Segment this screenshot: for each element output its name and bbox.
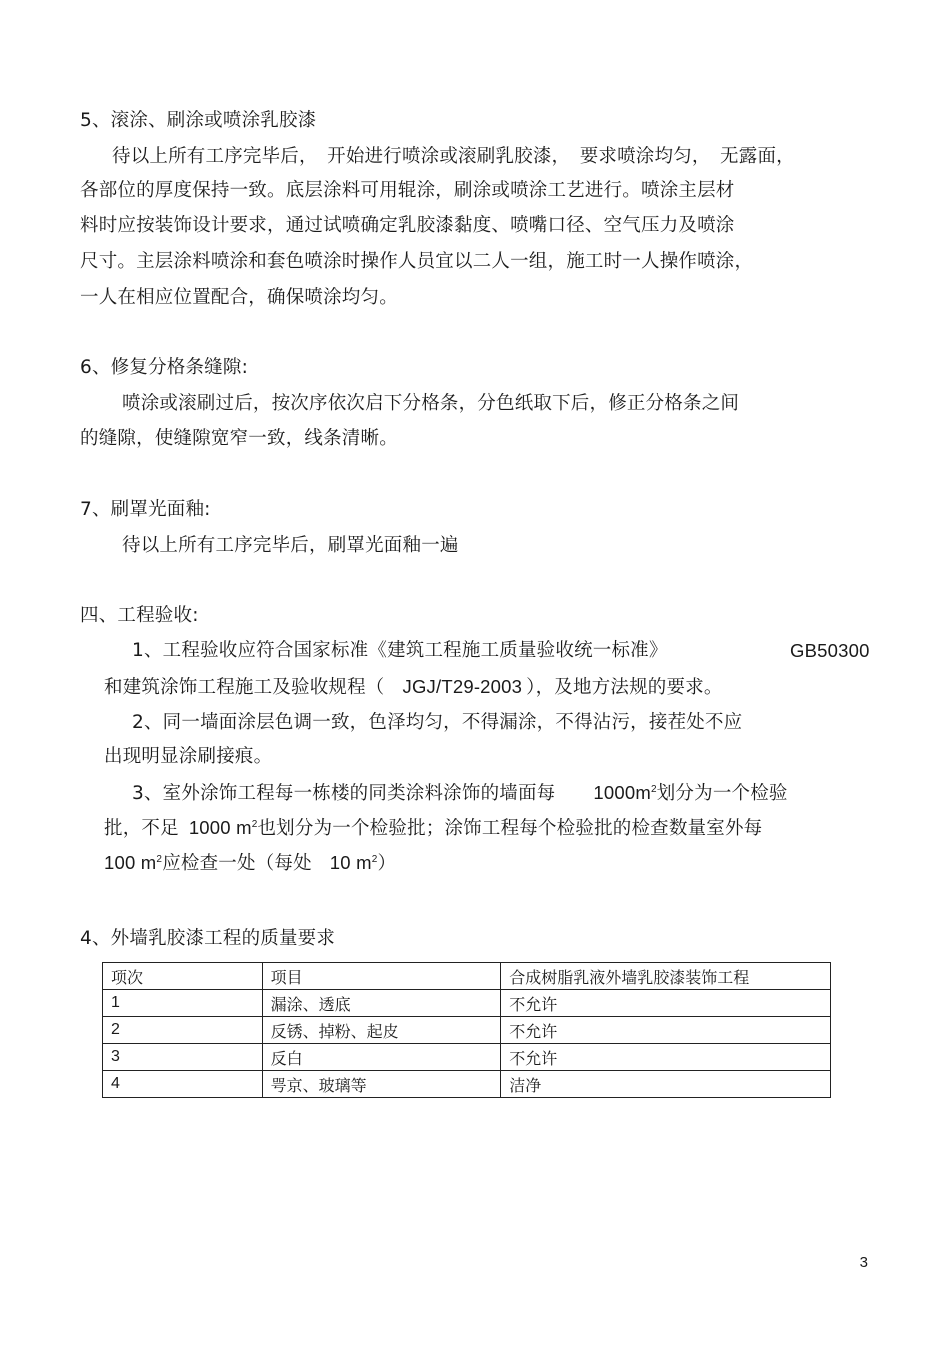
table-cell: 反锈、掉粉、起皮 bbox=[262, 1017, 501, 1044]
acceptance-p1b-post: ），及地方法规的要求。 bbox=[526, 677, 723, 698]
acceptance-p3-line-1 bbox=[132, 780, 788, 807]
table-cell: 4 bbox=[103, 1071, 263, 1098]
table-cell: 漏涂、透底 bbox=[262, 990, 501, 1017]
acceptance-p2-line-1: 2、同一墙面涂层色调一致，色泽均匀，不得漏涂，不得沾污，接茬处不应 bbox=[132, 712, 743, 733]
acceptance-p1-line-2 bbox=[104, 674, 723, 701]
section-5-line-2: 各部位的厚度保持一致。底层涂料可用辊涂，刷涂或喷涂工艺进行。喷涂主层材 bbox=[80, 180, 735, 201]
table-header-row bbox=[103, 963, 831, 990]
acceptance-p3a-pre: 3、室外涂饰工程每一栋楼的同类涂料涂饰的墙面每 bbox=[132, 783, 556, 804]
section-7-line-1: 待以上所有工序完毕后，刷罩光面釉一遍 bbox=[122, 535, 459, 556]
table-cell: 3 bbox=[103, 1044, 263, 1071]
table-header-cell: 合成树脂乳液外墙乳胶漆装饰工程 bbox=[501, 963, 831, 990]
acceptance-p3b-num: 1000 m bbox=[188, 817, 252, 838]
acceptance-p3a-num: 1000m bbox=[593, 782, 651, 803]
section-5-title: 5、滚涂、刷涂或喷涂乳胶漆 bbox=[80, 110, 317, 131]
quality-table bbox=[102, 962, 831, 1098]
table-header-cell: 项次 bbox=[103, 963, 263, 990]
acceptance-p3a-post: 划分为一个检验 bbox=[656, 783, 788, 804]
acceptance-p1b-code: JGJ/T29-2003 bbox=[402, 676, 523, 697]
section-5-line-3: 料时应按装饰设计要求，通过试喷确定乳胶漆黏度、喷嘴口径、空气压力及喷涂 bbox=[80, 215, 735, 236]
section-7-title: 7、刷罩光面釉: bbox=[80, 499, 211, 520]
acceptance-p3c-num2: 10 m bbox=[329, 852, 372, 873]
table-cell: 咢京、玻璃等 bbox=[262, 1071, 501, 1098]
section-5-line-5: 一人在相应位置配合，确保喷涂均匀。 bbox=[80, 287, 398, 308]
table-row bbox=[103, 1044, 831, 1071]
acceptance-p2-line-2: 出现明显涂刷接痕。 bbox=[104, 746, 273, 767]
acceptance-p1b-pre: 和建筑涂饰工程施工及验收规程（ bbox=[104, 677, 385, 698]
table-row bbox=[103, 990, 831, 1017]
section-6-line-2: 的缝隙，使缝隙宽窄一致，线条清晰。 bbox=[80, 428, 398, 449]
acceptance-p3c-mid: 应检查一处（每处 bbox=[162, 853, 312, 874]
acceptance-p1-line-1 bbox=[132, 638, 668, 664]
table-cell: 反白 bbox=[262, 1044, 501, 1071]
table-cell: 不允许 bbox=[501, 1017, 831, 1044]
section-5-line-1: 待以上所有工序完毕后， 开始进行喷涂或滚刷乳胶漆， 要求喷涂均匀， 无露面， bbox=[112, 146, 795, 167]
acceptance-title: 四、工程验收: bbox=[80, 605, 199, 626]
acceptance-p1-text: 1、工程验收应符合国家标准《建筑工程施工质量验收统一标准》 bbox=[132, 640, 668, 661]
section-6-title: 6、修复分格条缝隙: bbox=[80, 357, 249, 378]
acceptance-p3c-sup2: 2 bbox=[371, 853, 378, 865]
acceptance-p1-code: GB50300 bbox=[790, 640, 870, 661]
acceptance-p3a-sup: 2 bbox=[650, 783, 657, 795]
acceptance-p3c-post: ） bbox=[377, 853, 397, 874]
quality-title: 4、外墙乳胶漆工程的质量要求 bbox=[80, 928, 336, 949]
acceptance-p3c-num1: 100 m bbox=[104, 852, 157, 873]
acceptance-p3b-post: 也划分为一个检验批；涂饰工程每个检验批的检查数量室外每 bbox=[257, 818, 763, 839]
section-5-line-4: 尺寸。主层涂料喷涂和套色喷涂时操作人员宜以二人一组，施工时一人操作喷涂， bbox=[80, 251, 754, 272]
acceptance-p3-line-2 bbox=[104, 815, 762, 842]
table-cell: 2 bbox=[103, 1017, 263, 1044]
table-header-cell: 项目 bbox=[262, 963, 501, 990]
page-number: 3 bbox=[859, 1254, 868, 1271]
table-cell: 不允许 bbox=[501, 990, 831, 1017]
acceptance-p3b-sup: 2 bbox=[251, 818, 258, 830]
acceptance-p3-line-3 bbox=[104, 850, 396, 877]
acceptance-p3c-sup1: 2 bbox=[156, 853, 163, 865]
table-row bbox=[103, 1017, 831, 1044]
table-cell: 洁净 bbox=[501, 1071, 831, 1098]
acceptance-p3b-pre: 批，不足 bbox=[104, 818, 179, 839]
table-row bbox=[103, 1071, 831, 1098]
table-cell: 1 bbox=[103, 990, 263, 1017]
table-cell: 不允许 bbox=[501, 1044, 831, 1071]
section-6-line-1: 喷涂或滚刷过后，按次序依次启下分格条，分色纸取下后，修正分格条之间 bbox=[122, 393, 740, 414]
